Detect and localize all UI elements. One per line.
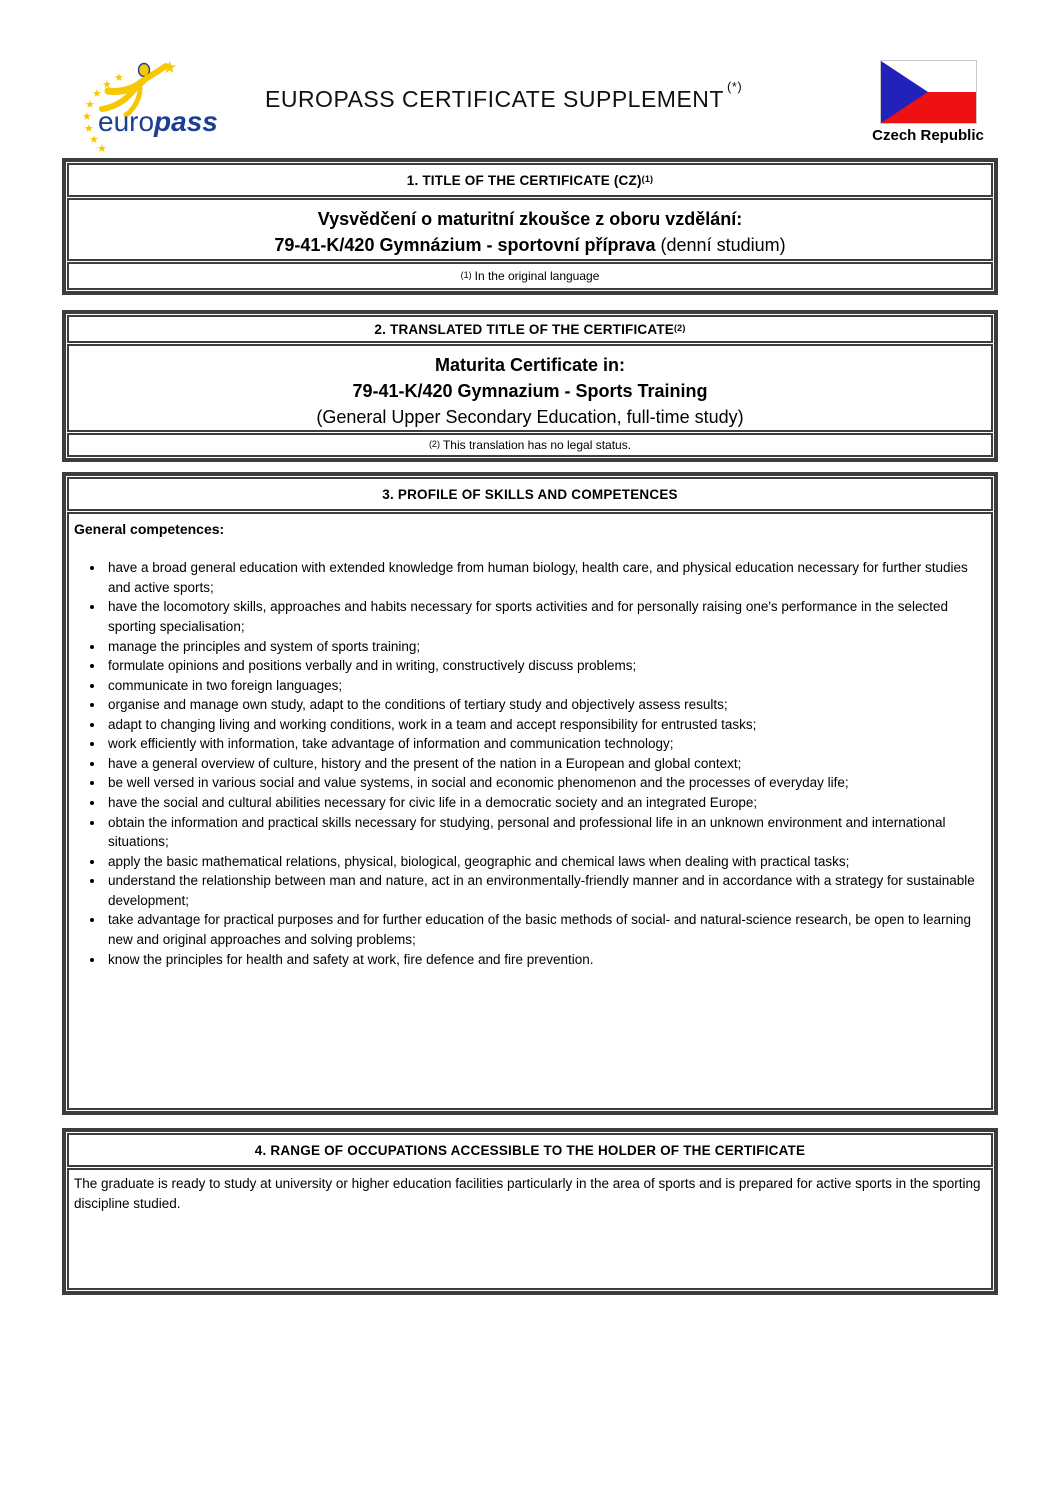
country-block [858, 60, 998, 144]
svg-text:europass [98, 106, 218, 137]
occupations-text: The graduate is ready to study at university or higher education facilities particularly in the area of sports and is prepared for active sports in the sporting discipline studied. [74, 1176, 981, 1211]
competence-item: • have the locomotory skills, approaches and habits necessary for sports activities and for personally raising one's performance in the selected sporting specialisation; [105, 597, 983, 636]
section-range-of-occupations [62, 1128, 998, 1295]
competence-item: • know the principles for health and safety at work, fire defence and fire prevention. [105, 950, 983, 970]
competence-item: • have the social and cultural abilities necessary for civic life in a democratic society and an integrated Europe; [105, 793, 983, 813]
competence-item: • work efficiently with information, take advantage of information and communication technology; [105, 734, 983, 754]
competence-item: • formulate opinions and positions verbally and in writing, constructively discuss problems; [105, 656, 983, 676]
competence-item: • take advantage for practical purposes and for further education of the basic methods of social- and natural-science research, be open to learning new and original approaches and solving problems; [105, 910, 983, 949]
logo-text-pass: pass [154, 106, 218, 137]
footnote-marker-1: (1) [641, 174, 654, 184]
certificate-title-cz-line1: Vysvědčení o maturitní zkoušce z oboru vzdělání: [317, 209, 743, 229]
europass-logo [64, 55, 234, 155]
section-title-of-certificate [62, 158, 998, 295]
country-label: Czech Republic [872, 127, 984, 144]
competence-item: • have a general overview of culture, history and the present of the nation in a European and global context; [105, 754, 983, 774]
competence-item: • organise and manage own study, adapt to the conditions of tertiary study and objectively assess results; [105, 695, 983, 715]
competence-item: • apply the basic mathematical relations, physical, biological, geographic and chemical laws when dealing with practical tasks; [105, 852, 983, 872]
certificate-title-en-line1: Maturita Certificate in: [434, 355, 626, 376]
section3-heading: 3. PROFILE OF SKILLS AND COMPETENCES [67, 477, 993, 511]
section4-body [67, 1168, 993, 1290]
section-translated-title [62, 310, 998, 462]
section2-heading: 2. TRANSLATED TITLE OF THE CERTIFICATE $^{(2)}$ [67, 315, 993, 343]
certificate-title-en-line3: (General Upper Secondary Education, full-time study) [316, 407, 744, 428]
euro-star-icon: ★ [97, 142, 107, 155]
section1-body [67, 198, 993, 261]
competence-item: • have a broad general education with extended knowledge from human biology, health care, and physical education necessary for further studies and active sports; [105, 558, 983, 597]
section3-body [67, 512, 993, 1110]
section1-footnote: $^{(1)}$ In the original language [67, 262, 993, 290]
euro-star-icon: ★ [114, 71, 124, 84]
competence-item: • manage the principles and system of sports training; [105, 637, 983, 657]
competences-list [74, 558, 983, 969]
section2-footnote: $^{(2)}$ This translation has no legal status. [67, 433, 993, 457]
euro-star-icon: ★ [102, 78, 112, 91]
czech-flag-icon [880, 60, 977, 124]
euro-star-icon: ★ [84, 122, 94, 135]
footnote-marker-1: (1) [460, 270, 472, 280]
svg-text:★: ★ [162, 58, 178, 78]
euro-star-icon: ★ [92, 87, 102, 100]
section2-body [67, 344, 993, 432]
competence-item: • obtain the information and practical skills necessary for studying, personal and professional life in an unknown environment and international situations; [105, 813, 983, 852]
footnote-marker-2: (2) [428, 439, 440, 450]
document-title: EUROPASS CERTIFICATE SUPPLEMENT (*) [265, 79, 743, 112]
certificate-title-en-line2: 79-41-K/420 Gymnazium - Sports Training [352, 381, 708, 402]
euro-star-icon: ★ [89, 133, 99, 146]
competence-item: • adapt to changing living and working conditions, work in a team and accept responsibility for entrusted tasks; [105, 715, 983, 735]
title-footnote-marker: (*) [726, 79, 743, 95]
competence-item: • communicate in two foreign languages; [105, 676, 983, 696]
logo-text-euro: euro [98, 106, 155, 137]
competence-item: • be well versed in various social and value systems, in social and economic phenomenon and the processes of everyday life; [105, 773, 983, 793]
footnote-marker-2: (2) [673, 323, 686, 334]
certificate-title-cz-line2: 79-41-K/420 Gymnázium - sportovní příprava (denní studium) [274, 235, 786, 255]
section4-heading: 4. RANGE OF OCCUPATIONS ACCESSIBLE TO THE HOLDER OF THE CERTIFICATE [67, 1133, 993, 1167]
competence-item: • understand the relationship between man and nature, act in an environmentally-friendly manner and in accordance with a strategy for sustainable development; [105, 871, 983, 910]
section-profile-skills [62, 472, 998, 1115]
euro-star-icon: ★ [82, 110, 92, 123]
general-competences-label: General competences: [74, 521, 225, 537]
euro-star-icon: ★ [85, 98, 95, 111]
section1-heading: 1. TITLE OF THE CERTIFICATE (CZ) $^{(1)}$ [67, 163, 993, 197]
